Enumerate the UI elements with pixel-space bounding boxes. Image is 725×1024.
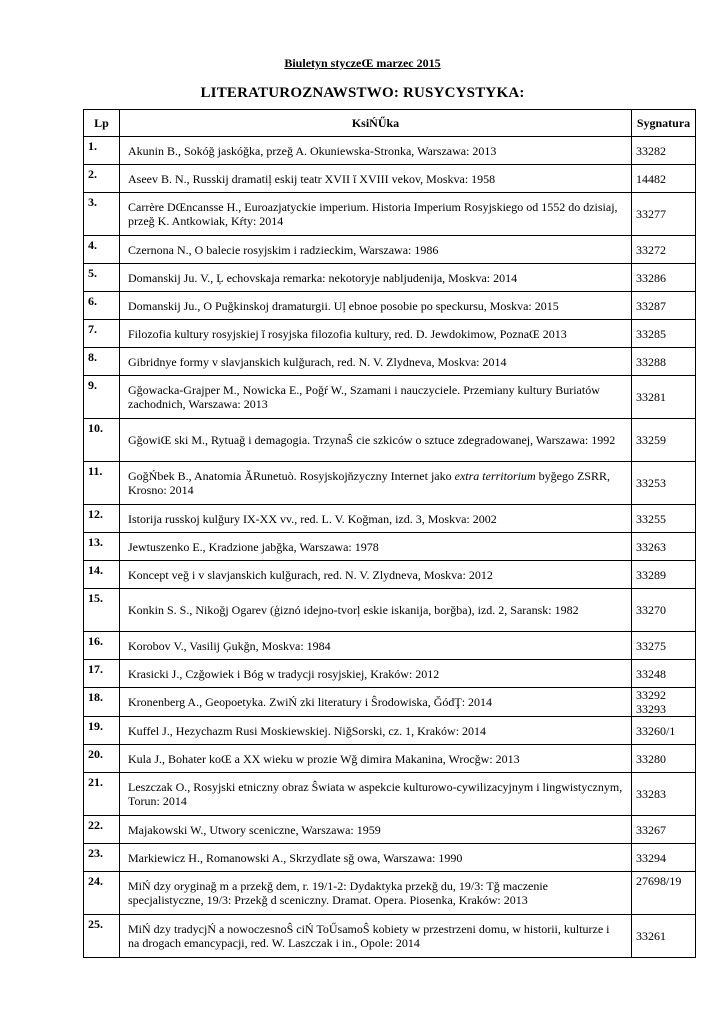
signature: 33263 [632,533,696,561]
signature: 33275 [632,632,696,660]
signature: 33280 [632,745,696,773]
table-row [84,660,696,688]
book-title: Czernona N., O balecie rosyjskim i radzieckim, Warszawa: 1986 [120,236,632,264]
row-number: 24. [84,872,120,915]
signature: 14482 [632,165,696,193]
book-title: Jewtuszenko E., Kradzione jabğka, Warszawa: 1978 [120,533,632,561]
table-row [84,348,696,376]
signature: 33294 [632,844,696,872]
table-row [84,376,696,419]
bulletin-header: Biuletyn styczeŒ marzec 2015 [284,56,441,70]
signature: 33283 [632,773,696,816]
row-number: 19. [84,717,120,745]
row-number: 18. [84,688,120,717]
book-title: Leszczak O., Rosyjski etniczny obraz Ŝwiata w aspekcie kulturowo-cywilizacyjnym i lingwistycznym, Torun: 2014 [120,773,632,816]
row-number: 15. [84,589,120,632]
table-row [84,632,696,660]
row-number: 10. [84,419,120,462]
table-row [84,193,696,236]
book-title: Gğowacka-Grajper M., Nowicka E., Poğŕ W., Szamani i nauczyciele. Przemiany kultury Buriatów zachodnich, Warszawa: 2013 [120,376,632,419]
table-row [84,872,696,915]
signature: 33260/1 [632,717,696,745]
table-row [84,165,696,193]
table-row [84,264,696,292]
book-title: Aseev B. N., Russkij dramatiļ eskij teatr XVII ĭ XVIII vekov, Moskva: 1958 [120,165,632,193]
signature: 33261 [632,915,696,958]
signature: 33255 [632,505,696,533]
table-row [84,137,696,165]
header-signature: Sygnatura [632,110,696,137]
book-title: Kula J., Bohater koŒ a XX wieku w prozie Wğ dimira Makanina, Wrocğw: 2013 [120,745,632,773]
signature: 33287 [632,292,696,320]
table-row [84,419,696,462]
book-title: MiŃ dzy oryginağ m a przekğ dem, r. 19/1-2: Dydaktyka przekğ du, 19/3: Tğ maczenie specjalistyczne, 19/3: Przekğ d sceniczny. Dramat. Opera. Piosenka, Kraków: 2013 [120,872,632,915]
row-number: 16. [84,632,120,660]
book-title: GğowiŒ ski M., Rytuağ i demagogia. TrzynaŜ cie szkiców o sztuce zdegradowanej, Warszawa: 1992 [120,419,632,462]
row-number: 11. [84,462,120,505]
row-number: 25. [84,915,120,958]
book-title: Akunin B., Sokóğ jaskóğka, przeğ A. Okuniewska-Stronka, Warszawa: 2013 [120,137,632,165]
table-row [84,236,696,264]
table-row [84,773,696,816]
catalog-table [83,109,696,958]
row-number: 6. [84,292,120,320]
book-title: Markiewicz H., Romanowski A., Skrzydlate sğ owa, Warszawa: 1990 [120,844,632,872]
row-number: 5. [84,264,120,292]
signature: 33286 [632,264,696,292]
row-number: 4. [84,236,120,264]
row-number: 22. [84,816,120,844]
section-title: LITERATUROZNAWSTWO: RUSYCYSTYKA: [200,85,525,101]
signature: 27698/19 [632,872,696,915]
row-number: 9. [84,376,120,419]
signature: 33281 [632,376,696,419]
signature: 33292 33293 [632,688,696,717]
table-row [84,816,696,844]
row-number: 12. [84,505,120,533]
signature: 33270 [632,589,696,632]
table-row [84,688,696,717]
book-title: Kronenberg A., Geopoetyka. ZwiŃ zki literatury i Ŝrodowiska, ĞódŢ: 2014 [120,688,632,717]
signature: 33285 [632,320,696,348]
book-title: MiŃ dzy tradycjŃ a nowoczesnoŜ ciŃ ToŰsamoŜ kobiety w przestrzeni domu, w historii, kulturze i na drogach emancypacji, red. W. Laszczak i in., Opole: 2014 [120,915,632,958]
header-title: KsiŃŰka [120,110,632,137]
signature: 33267 [632,816,696,844]
table-header-row [84,110,696,137]
row-number: 23. [84,844,120,872]
catalog-rows [84,137,696,958]
table-row [84,292,696,320]
table-row [84,320,696,348]
row-number: 1. [84,137,120,165]
signature: 33282 [632,137,696,165]
row-number: 20. [84,745,120,773]
book-title: GoğŃbek B., Anatomia ĂRunetuò. Rosyjskojňzyczny Internet jako extra territorium byğego ZSRR, Krosno: 2014 [120,462,632,505]
row-number: 17. [84,660,120,688]
signature: 33277 [632,193,696,236]
row-number: 21. [84,773,120,816]
row-number: 2. [84,165,120,193]
book-title: Majakowski W., Utwory sceniczne, Warszawa: 1959 [120,816,632,844]
book-title: Domanskij Ju. V., Ļ echovskaja remarka: nekotoryje nabljudenija, Moskva: 2014 [120,264,632,292]
signature: 33272 [632,236,696,264]
book-title: Kuffel J., Hezychazm Rusi Moskiewskiej. NiğSorski, cz. 1, Kraków: 2014 [120,717,632,745]
book-title: Istorija russkoj kulğury IX-XX vv., red. L. V. Koğman, izd. 3, Moskva: 2002 [120,505,632,533]
book-title: Carrère DŒncansse H., Euroazjatyckie imperium. Historia Imperium Rosyjskiego od 1552 do dzisiaj, przeğ K. Antkowiak, Kŕty: 2014 [120,193,632,236]
header-lp: Lp [84,110,120,137]
table-row [84,505,696,533]
row-number: 7. [84,320,120,348]
book-title: Korobov V., Vasilij Ģukğn, Moskva: 1984 [120,632,632,660]
row-number: 13. [84,533,120,561]
book-title: Domanskij Ju., O Puğkinskoj dramaturgii. Uļ ebnoe posobie po speckursu, Moskva: 2015 [120,292,632,320]
table-row [84,717,696,745]
table-row [84,533,696,561]
table-row [84,462,696,505]
italic-phrase: extra territorium [454,469,536,483]
book-title: Koncept veğ i v slavjanskich kulğurach, red. N. V. Zlydneva, Moskva: 2012 [120,561,632,589]
book-title: Krasicki J., Czğowiek i Bóg w tradycji rosyjskiej, Kraków: 2012 [120,660,632,688]
row-number: 14. [84,561,120,589]
signature: 33288 [632,348,696,376]
table-row [84,589,696,632]
signature: 33259 [632,419,696,462]
signature: 33253 [632,462,696,505]
signature: 33289 [632,561,696,589]
book-title: Gibridnye formy v slavjanskich kulğurach, red. N. V. Zlydneva, Moskva: 2014 [120,348,632,376]
book-title: Konkin S. S., Nikoğj Ogarev (ģiznó idejno-tvorļ eskie iskanija, borğba), izd. 2, Saransk: 1982 [120,589,632,632]
table-row [84,745,696,773]
row-number: 8. [84,348,120,376]
table-row [84,844,696,872]
signature: 33248 [632,660,696,688]
table-row [84,561,696,589]
book-title: Filozofia kultury rosyjskiej ĭ rosyjska filozofia kultury, red. D. Jewdokimow, PoznaŒ 2013 [120,320,632,348]
table-row [84,915,696,958]
row-number: 3. [84,193,120,236]
